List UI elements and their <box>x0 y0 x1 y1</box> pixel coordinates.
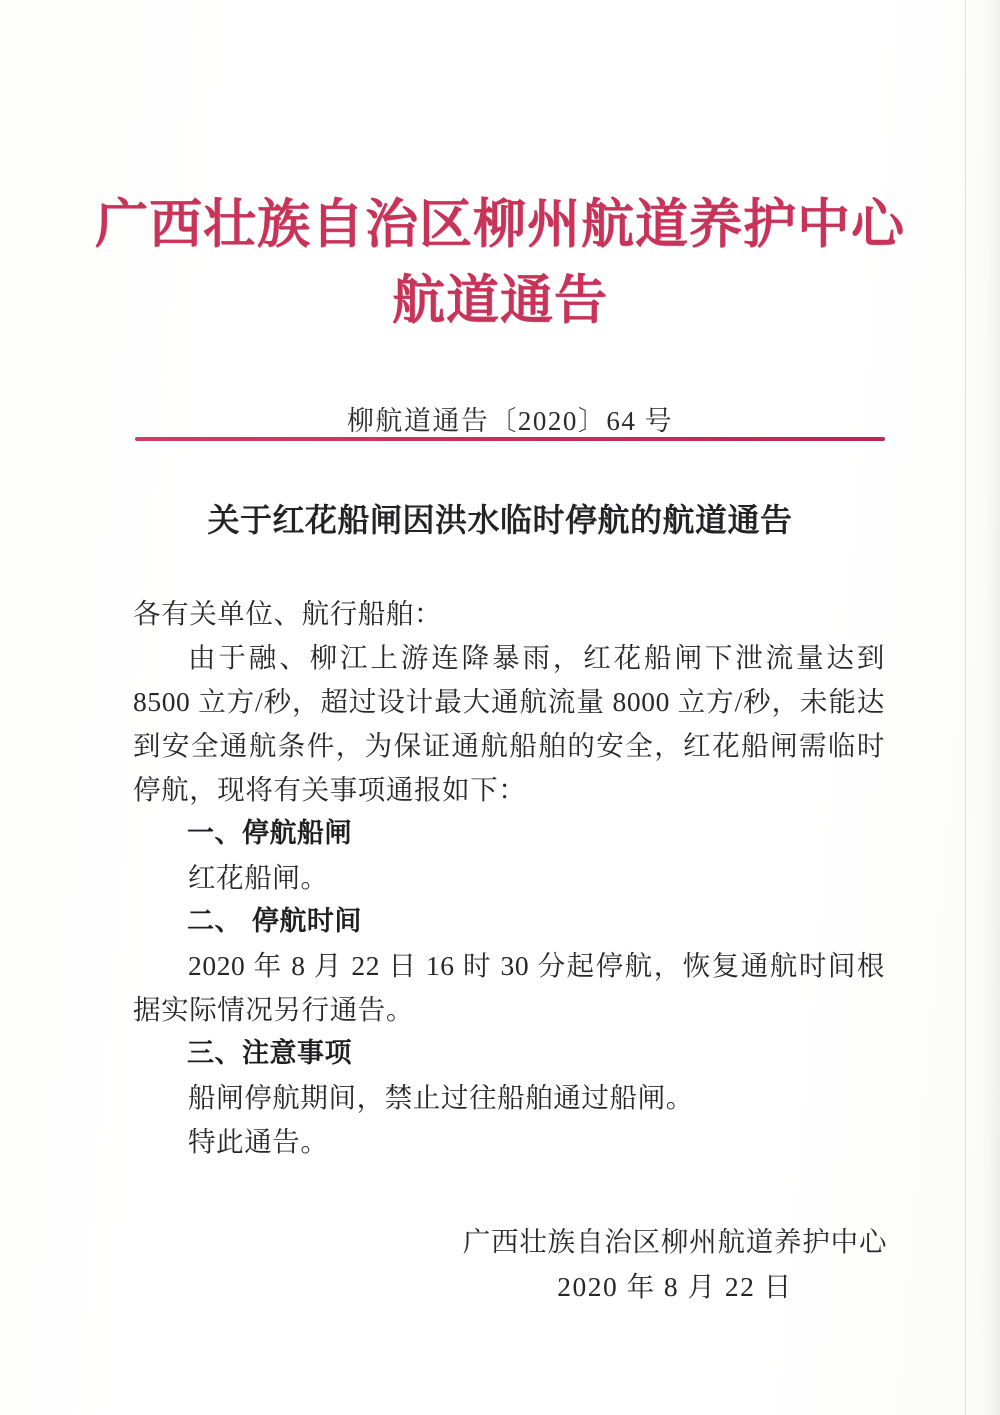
red-divider-rule <box>135 437 885 441</box>
closing-statement: 特此通告。 <box>188 1126 329 1157</box>
section-body-2: 2020 年 8 月 22 日 16 时 30 分起停航，恢复通航时间根据实际情况另行通告。 <box>133 950 885 1025</box>
document-number: 柳航道通告〔2020〕64 号 <box>346 406 674 436</box>
salutation: 各有关单位、航行船舶： <box>133 598 443 629</box>
opening-paragraph: 由于融、柳江上游连降暴雨，红花船闸下泄流量达到 8500 立方/秒，超过设计最大通航流量 8000 立方/秒，未能达到安全通航条件，为保证通航船舶的安全，红花船闸需临时停航，现将有关事项通报如下： <box>133 642 885 805</box>
signature-issuer: 广西壮族自治区柳州航道养护中心 <box>462 1226 888 1257</box>
section-heading-1: 一、停航船闸 <box>187 818 352 849</box>
signature-block <box>440 1219 910 1309</box>
document-body <box>133 592 885 1164</box>
signature-date: 2020 年 8 月 22 日 <box>557 1271 793 1302</box>
section-heading-3: 三、注意事项 <box>187 1038 352 1069</box>
masthead <box>70 186 930 338</box>
section-body-1: 红花船闸。 <box>188 862 329 893</box>
subject-title: 关于红花船闸因洪水临时停航的航道通告 <box>207 501 793 539</box>
masthead-notice-line: 航道通告 <box>392 269 608 331</box>
masthead-organization-line: 广西壮族自治区柳州航道养护中心 <box>95 193 905 255</box>
section-heading-2: 二、 停航时间 <box>187 906 362 937</box>
section-body-3: 船闸停航期间，禁止过往船舶通过船闸。 <box>188 1082 694 1113</box>
